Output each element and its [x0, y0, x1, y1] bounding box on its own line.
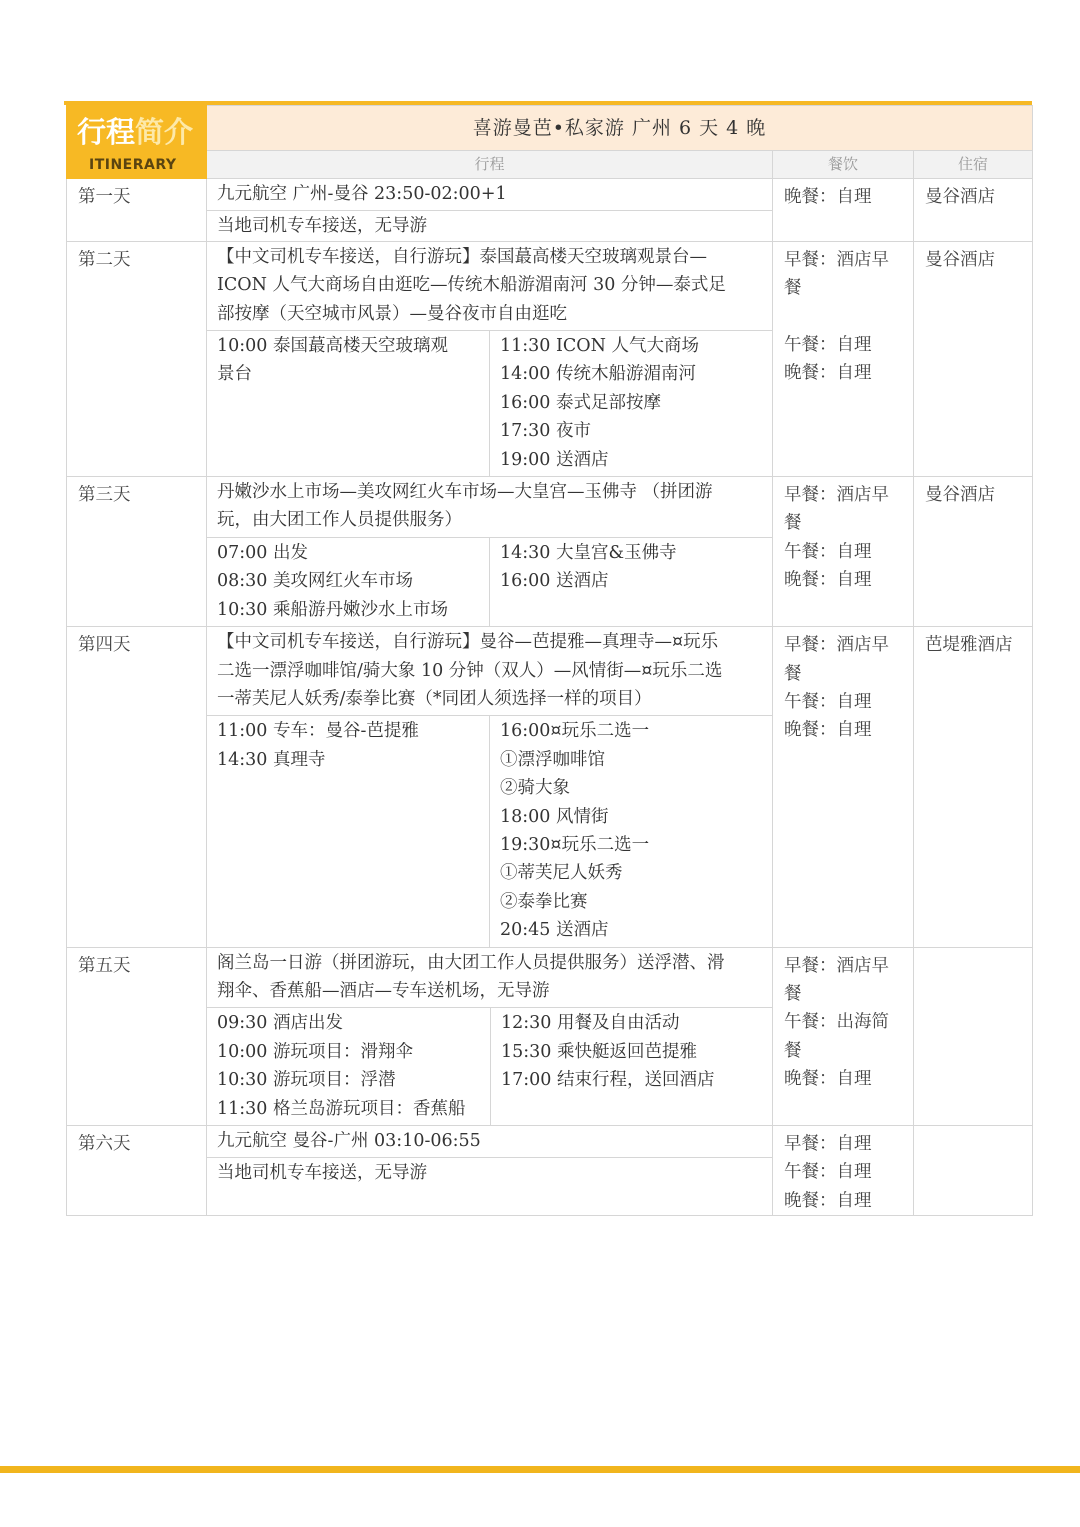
day-row — [67, 1126, 1033, 1216]
meal-line: 午餐：自理 — [784, 541, 872, 562]
header-hotel: 住宿 — [914, 151, 1033, 179]
schedule-left — [207, 331, 489, 476]
meal-line: 午餐：自理 — [784, 335, 872, 356]
day-hotel: 曼谷酒店 — [914, 179, 1033, 242]
plan-line: 当地司机专车接送，无导游 — [217, 216, 427, 237]
plan-line: 【中文司机专车接送，自行游玩】泰国蕞高楼天空玻璃观景台— — [217, 246, 707, 267]
day-meals — [773, 477, 914, 627]
schedule-line: ②泰拳比赛 — [500, 891, 588, 912]
schedule-line: 11:30 ICON 人气大商场 — [500, 336, 700, 357]
schedule-left — [207, 1008, 490, 1125]
schedule-right — [489, 331, 772, 476]
meal-line: 餐 — [784, 1040, 802, 1061]
schedule-line: ②骑大象 — [500, 778, 570, 799]
schedule-line: 16:00 泰式足部按摩 — [500, 392, 661, 413]
day-label: 第三天 — [67, 477, 207, 627]
day-hotel — [914, 947, 1033, 1125]
day-meals — [773, 179, 914, 242]
schedule-line: 07:00 出发 — [217, 542, 308, 563]
schedule-line: 15:30 乘快艇返回芭提雅 — [501, 1041, 697, 1062]
schedule-line: 08:30 美攻网红火车市场 — [217, 571, 413, 592]
meal-line: 午餐：自理 — [784, 1162, 872, 1183]
day-plan — [207, 627, 773, 947]
schedule-line: 10:00 泰国蕞高楼天空玻璃观 — [217, 336, 448, 357]
schedule-line: 14:00 传统木船游湄南河 — [500, 364, 696, 385]
day-hotel: 曼谷酒店 — [914, 477, 1033, 627]
day-label: 第六天 — [67, 1126, 207, 1216]
schedule-line: 16:00¤玩乐二选一 — [500, 721, 650, 742]
plan-line: 丹嫩沙水上市场—美攻网红火车市场—大皇宫—玉佛寺 （拼团游 — [217, 482, 713, 503]
plan-line: 九元航空 广州-曼谷 23:50-02:00+1 — [217, 184, 507, 204]
day-row — [67, 477, 1033, 627]
day-label: 第一天 — [67, 179, 207, 242]
meal-line: 晚餐：自理 — [784, 363, 872, 384]
itinerary-logo — [67, 106, 207, 179]
day-plan — [207, 947, 773, 1125]
schedule-line: 12:30 用餐及自由活动 — [501, 1013, 680, 1034]
day-row — [67, 947, 1033, 1125]
tour-title: 喜游曼芭•私家游 广州 6 天 4 晚 — [207, 106, 1033, 151]
schedule-line: 20:45 送酒店 — [500, 920, 609, 941]
schedule-line: 16:00 送酒店 — [500, 571, 609, 592]
meal-line: 餐 — [784, 513, 802, 534]
day-hotel — [914, 1126, 1033, 1216]
meal-line: 午餐：出海简 — [784, 1012, 889, 1033]
meal-line: 晚餐：自理 — [784, 720, 872, 741]
schedule-detail — [207, 1007, 772, 1125]
schedule-right — [489, 716, 772, 946]
plan-line: 【中文司机专车接送，自行游玩】曼谷—芭提雅—真理寺—¤玩乐 — [217, 632, 719, 653]
schedule-line: ①蒂芙尼人妖秀 — [500, 863, 623, 884]
schedule-line: 19:30¤玩乐二选一 — [500, 834, 650, 855]
meal-line: 晚餐：自理 — [784, 187, 872, 207]
plan-line: ICON 人气大商场自由逛吃—传统木船游湄南河 30 分钟—泰式足 — [217, 275, 726, 296]
schedule-line: 19:00 送酒店 — [500, 449, 609, 470]
schedule-line: 09:30 酒店出发 — [217, 1013, 343, 1034]
header-plan: 行程 — [207, 151, 773, 179]
meal-line: 午餐：自理 — [784, 691, 872, 712]
day-meals — [773, 627, 914, 947]
schedule-line: ①漂浮咖啡馆 — [500, 749, 605, 770]
plan-line: 部按摩（天空城市风景）—曼谷夜市自由逛吃 — [217, 303, 567, 324]
itinerary-table — [66, 105, 1033, 1216]
meal-line: 晚餐：自理 — [784, 1190, 872, 1211]
meal-line: 晚餐：自理 — [784, 570, 872, 591]
day-plan — [207, 1126, 773, 1216]
day-label: 第四天 — [67, 627, 207, 947]
day-meals — [773, 947, 914, 1125]
day-meals — [773, 241, 914, 476]
schedule-line: 17:30 夜市 — [500, 421, 591, 442]
day-row — [67, 179, 1033, 242]
meal-line: 餐 — [784, 663, 802, 684]
meal-line: 餐 — [784, 983, 802, 1004]
day-plan — [207, 179, 773, 242]
meal-line: 早餐：自理 — [784, 1134, 872, 1154]
day-hotel: 芭堤雅酒店 — [914, 627, 1033, 947]
schedule-detail — [207, 537, 772, 626]
meal-line: 晚餐：自理 — [784, 1069, 872, 1090]
day-meals — [773, 1126, 914, 1216]
meal-line: 早餐：酒店早 — [784, 955, 889, 976]
plan-line: 玩，由大团工作人员提供服务） — [217, 510, 462, 531]
plan-line: 二选一漂浮咖啡馆/骑大象 10 分钟（双人）—风情街—¤玩乐二选 — [217, 660, 723, 681]
day-plan — [207, 477, 773, 627]
logo-title: 行程简介 — [77, 115, 194, 149]
schedule-line: 10:30 乘船游丹嫩沙水上市场 — [217, 599, 448, 620]
logo-subtitle: ITINERARY — [89, 157, 177, 173]
day-hotel: 曼谷酒店 — [914, 241, 1033, 476]
schedule-right — [489, 538, 772, 626]
schedule-line: 景台 — [217, 364, 252, 385]
schedule-line: 17:00 结束行程，送回酒店 — [501, 1070, 715, 1091]
meal-line: 餐 — [784, 278, 802, 299]
schedule-detail — [207, 715, 772, 946]
meal-line — [784, 303, 905, 331]
schedule-line: 14:30 真理寺 — [217, 749, 326, 770]
day-row — [67, 241, 1033, 476]
meal-line: 早餐：酒店早 — [784, 485, 889, 506]
meal-line: 早餐：酒店早 — [784, 635, 889, 656]
day-label: 第二天 — [67, 241, 207, 476]
plan-line: 一蒂芙尼人妖秀/泰拳比赛（*同团人须选择一样的项目） — [217, 688, 652, 709]
header-meals: 餐饮 — [773, 151, 914, 179]
bottom-accent-rule — [0, 1466, 1080, 1473]
plan-line: 阁兰岛一日游（拼团游玩，由大团工作人员提供服务）送浮潜、滑 — [217, 952, 725, 973]
schedule-left — [207, 538, 489, 626]
meal-line: 早餐：酒店早 — [784, 249, 889, 270]
schedule-line: 14:30 大皇宫&玉佛寺 — [500, 542, 677, 563]
schedule-line: 11:30 格兰岛游玩项目：香蕉船 — [217, 1098, 466, 1119]
plan-line: 当地司机专车接送，无导游 — [217, 1163, 427, 1184]
schedule-line: 10:30 游玩项目：浮潜 — [217, 1070, 396, 1091]
schedule-line: 10:00 游玩项目：滑翔伞 — [217, 1041, 413, 1062]
plan-line: 翔伞、香蕉船—酒店—专车送机场，无导游 — [217, 980, 550, 1001]
schedule-line: 11:00 专车：曼谷-芭提雅 — [217, 721, 419, 742]
schedule-line: 18:00 风情街 — [500, 806, 609, 827]
day-label: 第五天 — [67, 947, 207, 1125]
schedule-left — [207, 716, 489, 946]
schedule-right — [490, 1008, 772, 1125]
day-row — [67, 627, 1033, 947]
day-plan — [207, 241, 773, 476]
plan-line: 九元航空 曼谷-广州 03:10-06:55 — [217, 1131, 481, 1151]
schedule-detail — [207, 330, 772, 476]
